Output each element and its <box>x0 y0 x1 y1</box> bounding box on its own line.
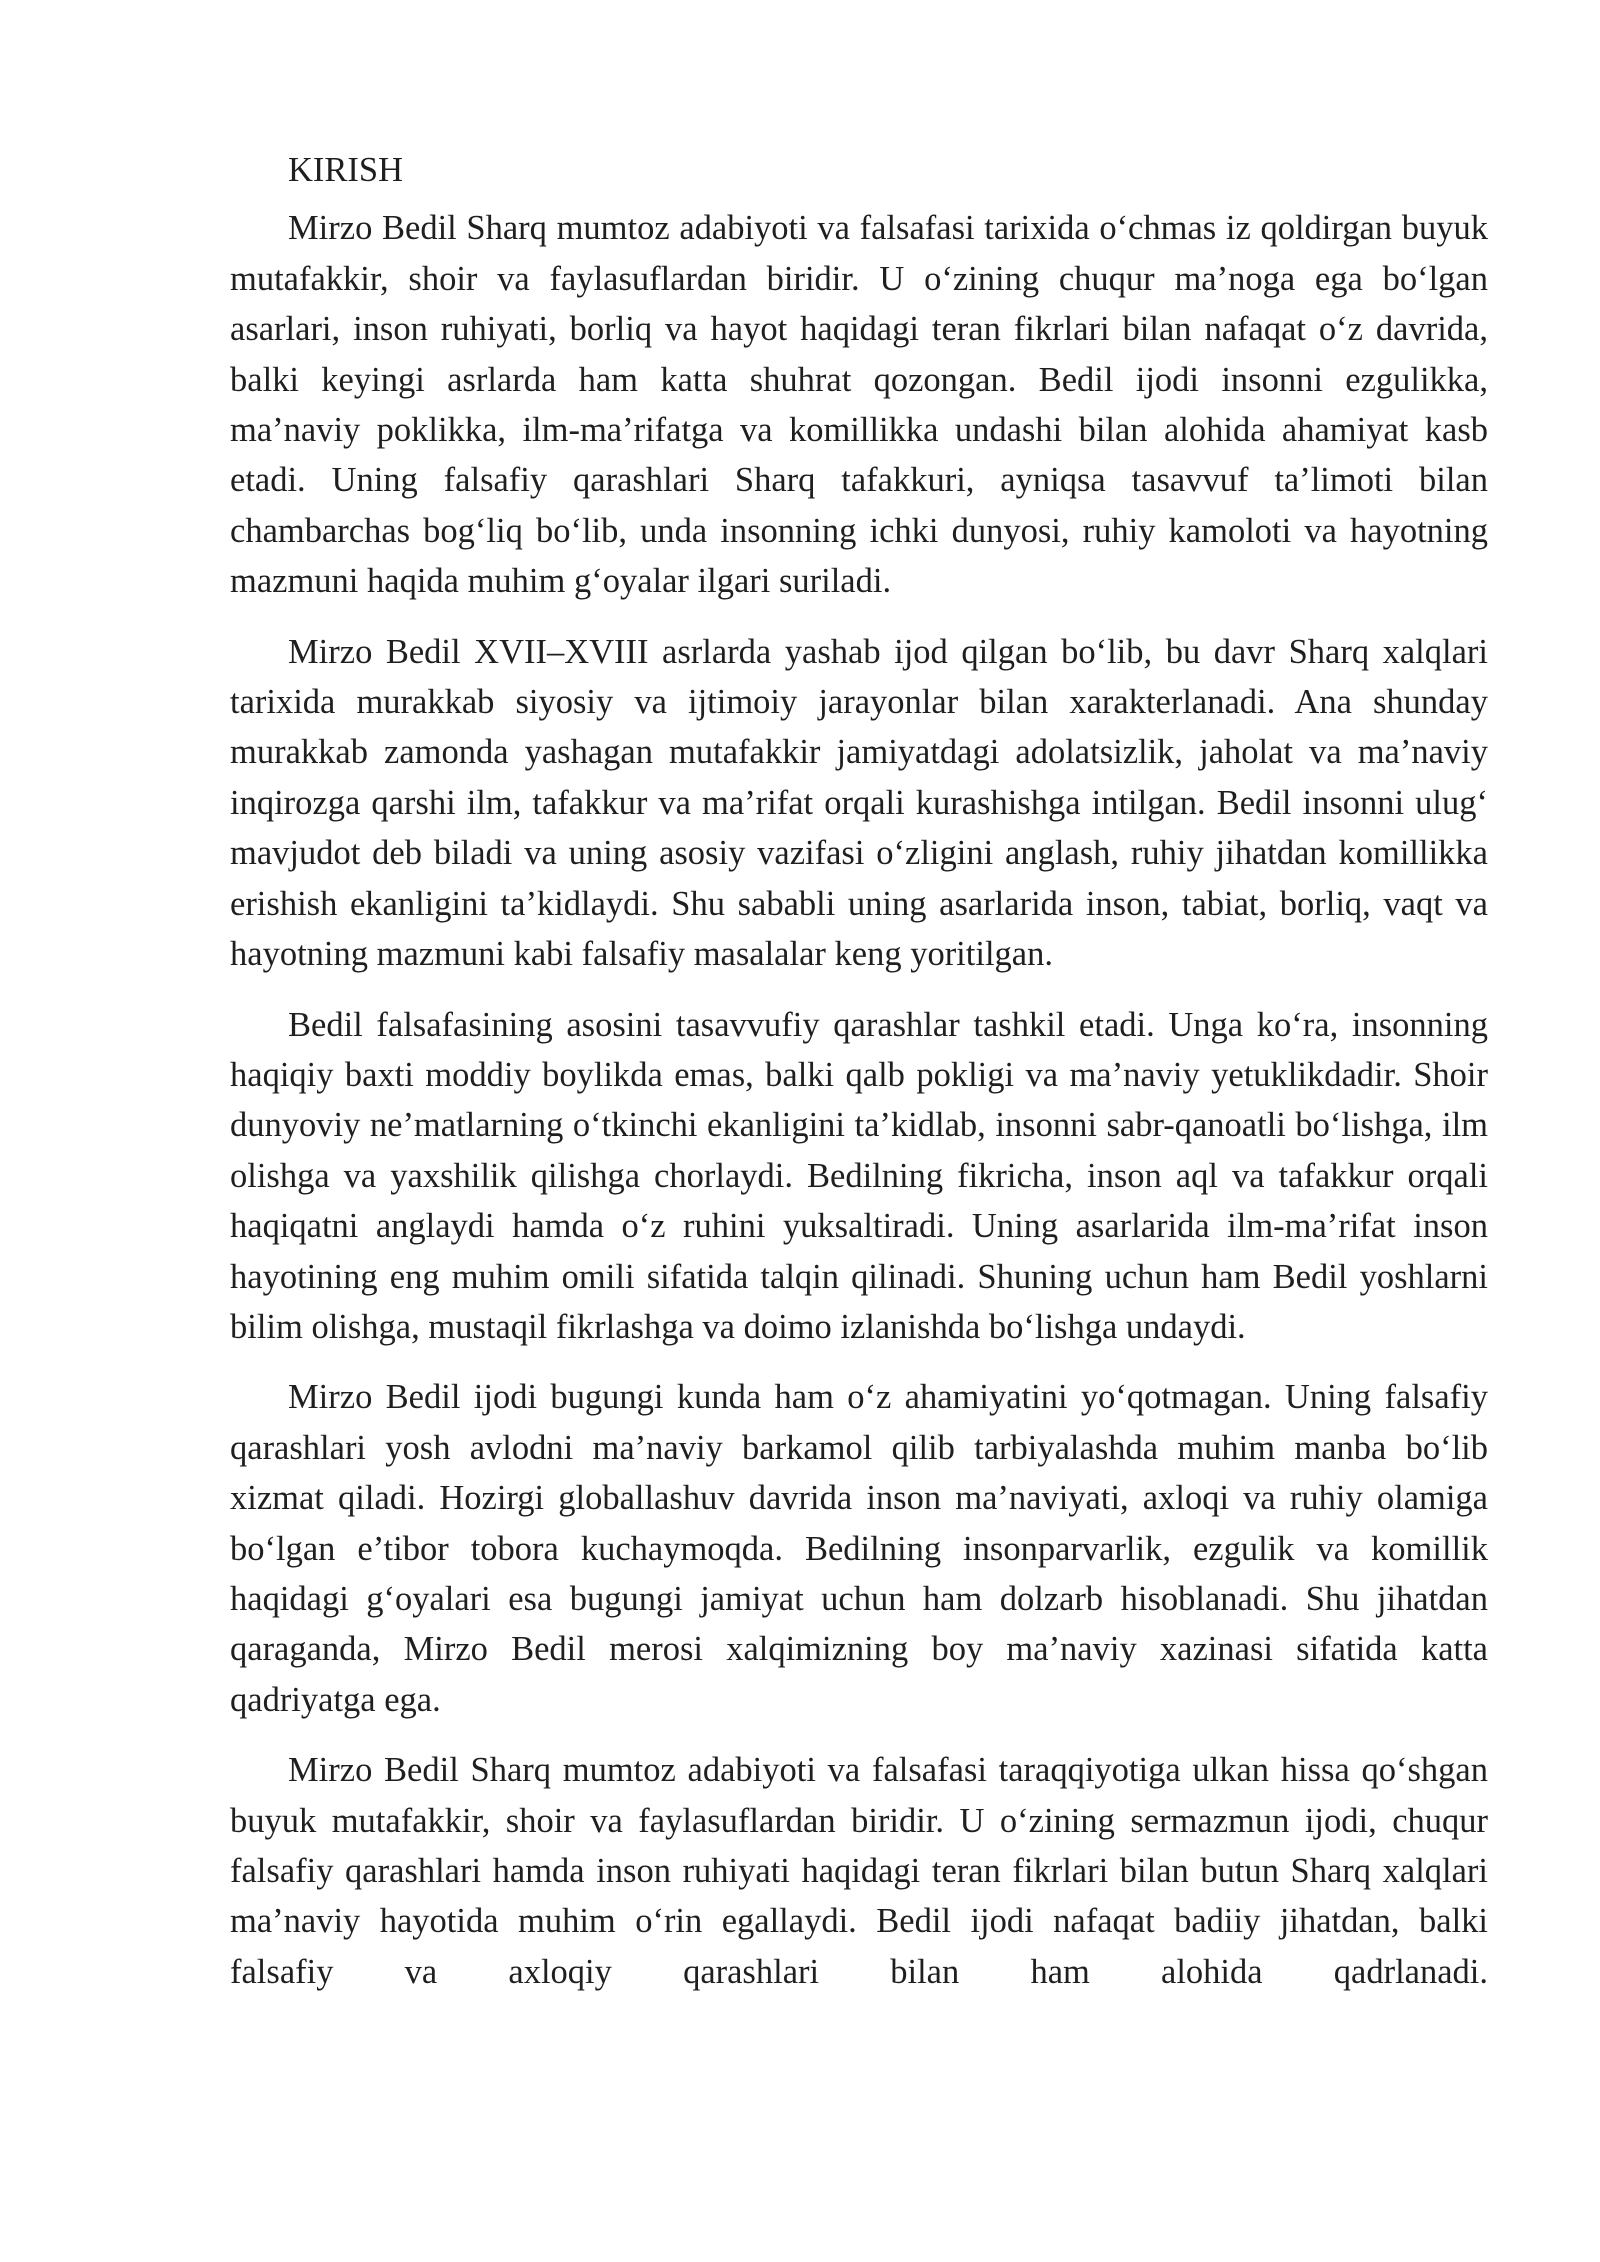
section-heading: KIRISH <box>288 151 404 189</box>
paragraph-5: Mirzo Bedil Sharq mumtoz adabiyoti va falsafasi taraqqiyotiga ulkan hissa qo‘shgan buyuk mutafakkir, shoir va faylasuflardan biridir. U o‘zining sermazmun ijodi, chuqur falsafiy qarashlari hamda inson ruhiyati haqidagi teran fikrlari bilan butun Sharq xalqlari ma’naviy hayotida muhim o‘rin egallaydi. Bedil ijodi nafaqat badiiy jihatdan, balki falsafiy va axloqiy qarashlari bilan ham alohida qadrlanadi. <box>230 1751 1488 1991</box>
document-page <box>230 145 1488 2017</box>
paragraph-1: Mirzo Bedil Sharq mumtoz adabiyoti va falsafasi tarixida o‘chmas iz qoldirgan buyuk mutafakkir, shoir va faylasuflardan biridir. U o‘zining chuqur ma’noga ega bo‘lgan asarlari, inson ruhiyati, borliq va hayot haqidagi teran fikrlari bilan nafaqat o‘z davrida, balki keyingi asrlarda ham katta shuhrat qozongan. Bedil ijodi insonni ezgulikka, ma’naviy poklikka, ilm-ma’rifatga va komillikka undashi bilan alohida ahamiyat kasb etadi. Uning falsafiy qarashlari Sharq tafakkuri, ayniqsa tasavvuf ta’limoti bilan chambarchas bog‘liq bo‘lib, unda insonning ichki dunyosi, ruhiy kamoloti va hayotning mazmuni haqida muhim g‘oyalar ilgari suriladi. <box>230 209 1488 601</box>
paragraph-4: Mirzo Bedil ijodi bugungi kunda ham o‘z ahamiyatini yo‘qotmagan. Uning falsafiy qarashlari yosh avlodni ma’naviy barkamol qilib tarbiyalashda muhim manba bo‘lib xizmat qiladi. Hozirgi globallashuv davrida inson ma’naviyati, axloqi va ruhiy olamiga bo‘lgan e’tibor tobora kuchaymoqda. Bedilning insonparvarlik, ezgulik va komillik haqidagi g‘oyalari esa bugungi jamiyat uchun ham dolzarb hisoblanadi. Shu jihatdan qaraganda, Mirzo Bedil merosi xalqimizning boy ma’naviy xazinasi sifatida katta qadriyatga ega. <box>230 1378 1488 1719</box>
paragraph-2: Mirzo Bedil XVII–XVIII asrlarda yashab ijod qilgan bo‘lib, bu davr Sharq xalqlari tarixida murakkab siyosiy va ijtimoiy jarayonlar bilan xarakterlanadi. Ana shunday murakkab zamonda yashagan mutafakkir jamiyatdagi adolatsizlik, jaholat va ma’naviy inqirozga qarshi ilm, tafakkur va ma’rifat orqali kurashishga intilgan. Bedil insonni ulug‘ mavjudot deb biladi va uning asosiy vazifasi o‘zligini anglash, ruhiy jihatdan komillikka erishish ekanligini ta’kidlaydi. Shu sababli uning asarlarida inson, tabiat, borliq, vaqt va hayotning mazmuni kabi falsafiy masalalar keng yoritilgan. <box>230 632 1488 974</box>
paragraph-3: Bedil falsafasining asosini tasavvufiy qarashlar tashkil etadi. Unga ko‘ra, insonning haqiqiy baxti moddiy boylikda emas, balki qalb pokligi va ma’naviy yetuklikdadir. Shoir dunyoviy ne’matlarning o‘tkinchi ekanligini ta’kidlab, insonni sabr-qanoatli bo‘lishga, ilm olishga va yaxshilik qilishga chorlaydi. Bedilning fikricha, inson aql va tafakkur orqali haqiqatni anglaydi hamda o‘z ruhini yuksaltiradi. Uning asarlarida ilm-ma’rifat inson hayotining eng muhim omili sifatida talqin qilinadi. Shuning uchun ham Bedil yoshlarni bilim olishga, mustaqil fikrlashga va doimo izlanishda bo‘lishga undaydi. <box>230 1005 1488 1346</box>
